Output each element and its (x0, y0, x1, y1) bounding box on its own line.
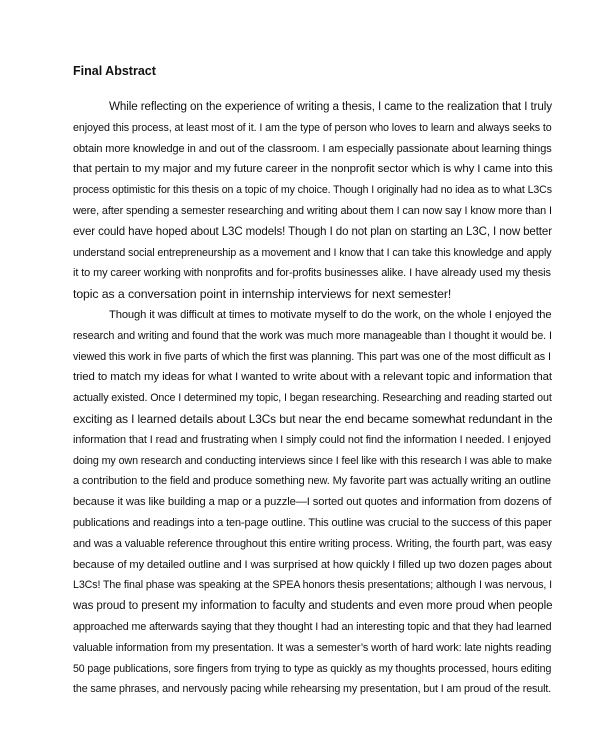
text-line: and was a valuable reference throughout this entire writing process. Writing, the fourth part, was easy (73, 537, 552, 550)
document-heading: Final Abstract (73, 64, 156, 78)
text-line: understand social entrepreneurship as a movement and I know that I can take this knowledge and apply (73, 246, 552, 259)
text-line: enjoyed this process, at least most of it. I am the type of person who loves to learn and always seeks to (73, 121, 552, 134)
text-line: publications and readings into a ten-page outline. This outline was crucial to the success of this paper (73, 516, 552, 529)
text-line: 50 page publications, sore fingers from trying to type as quickly as my thoughts processed, hours editing (73, 662, 552, 675)
text-line: a contribution to the field and produce something new. My favorite part was actually writing an outline (73, 475, 551, 488)
text-line: research and writing and found that the work was much more manageable than I thought it would be. I (73, 329, 552, 342)
text-line: because it was like building a map or a puzzle—I sorted out quotes and information from dozens of (73, 496, 552, 509)
text-line: tried to match my ideas for what I wanted to write about with a relevant topic and information that (73, 371, 552, 384)
text-line: process optimistic for this thesis on a topic of my choice. Though I originally had no idea as to what L3Cs (73, 184, 552, 197)
paragraph-process (73, 305, 553, 700)
text-line: the same phrases, and nervously pacing while rehearsing my presentation, but I am proud of the result. (73, 683, 552, 696)
text-line: information that I read and frustrating when I simply could not find the information I needed. I enjoyed (73, 433, 551, 446)
text-line: were, after spending a semester researching and writing about them I can now say I know more than I (73, 204, 552, 217)
text-line: viewed this work in five parts of which the first was planning. This part was one of the most difficult as I (73, 350, 551, 363)
text-line: valuable information from my presentation. It was a semester’s worth of hard work: late nights reading (73, 641, 552, 654)
text-line: obtain more knowledge in and out of the classroom. I am especially passionate about learning things (73, 142, 552, 155)
text-line: actually existed. Once I determined my topic, I began researching. Researching and reading started out (73, 392, 552, 405)
text-line: While reflecting on the experience of writing a thesis, I came to the realization that I truly (109, 100, 552, 113)
text-line: it to my career working with nonprofits and for-profits businesses alike. I have already used my thesis (73, 267, 551, 280)
text-line: approached me afterwards saying that they thought I had an interesting topic and that they had learned (73, 620, 552, 633)
text-line: ever could have hoped about L3C models! Though I do not plan on starting an L3C, I now better (73, 225, 552, 238)
text-line: L3Cs! The final phase was speaking at the SPEA honors thesis presentations; although I was nervous, I (73, 579, 553, 592)
text-line: that pertain to my major and my future career in the nonprofit sector which is why I came into this (73, 163, 553, 176)
text-line: exciting as I learned details about L3Cs but near the end became somewhat redundant in the (73, 411, 553, 426)
text-line: topic as a conversation point in internship interviews for next semester! (73, 287, 452, 302)
text-line: because of my detailed outline and I was surprised at how quickly I filled up two dozen pages about (73, 558, 552, 571)
text-line: doing my own research and conducting interviews since I feel like with this research I was able to make (73, 454, 552, 467)
text-line: was proud to present my information to faculty and students and even more proud when people (73, 600, 553, 613)
paragraph-reflection (73, 97, 553, 305)
text-line: Though it was difficult at times to motivate myself to do the work, on the whole I enjoyed the (109, 309, 552, 321)
